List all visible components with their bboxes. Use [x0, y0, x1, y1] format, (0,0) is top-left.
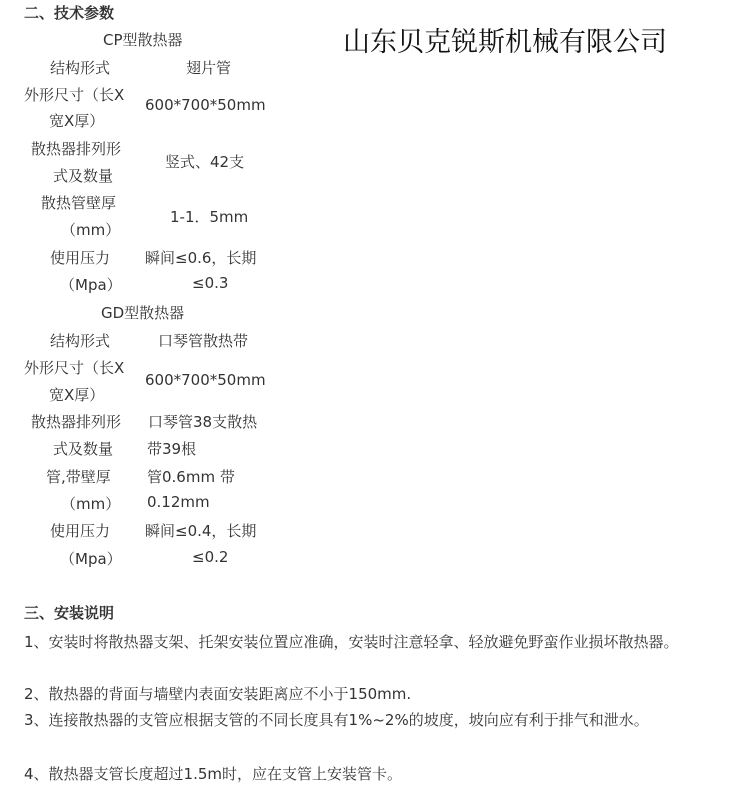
- gd-value-thickness-2: 0.12mm: [147, 493, 210, 511]
- section-3-title: 三、安装说明: [24, 604, 115, 622]
- cp-value-size: 600*700*50mm: [145, 96, 266, 114]
- section-2-title: 二、技术参数: [24, 4, 115, 22]
- gd-value-pressure-1: 瞬间≤0.4，长期: [145, 522, 257, 540]
- cp-label-pressure-1: 使用压力: [50, 249, 111, 267]
- cp-value-arrangement: 竖式、42支: [165, 153, 245, 171]
- cp-value-pressure-1: 瞬间≤0.6，长期: [145, 249, 257, 267]
- cp-label-arrangement-2: 式及数量: [53, 167, 114, 185]
- gd-value-structure: 口琴管散热带: [158, 332, 249, 350]
- gd-label-arrangement-2: 式及数量: [53, 440, 114, 458]
- gd-value-arrangement-2: 带39根: [147, 440, 197, 458]
- cp-label-size-2: 宽X厚）: [49, 112, 105, 130]
- gd-label-thickness-2: （mm）: [61, 495, 121, 513]
- cp-label-arrangement-1: 散热器排列形: [31, 140, 122, 158]
- gd-label-pressure-2: （Mpa）: [60, 550, 122, 568]
- gd-value-arrangement-1: 口琴管38支散热: [148, 413, 258, 431]
- cp-label-thickness-2: （mm）: [61, 221, 121, 239]
- gd-label-thickness-1: 管,带壁厚: [46, 468, 111, 486]
- cp-table-title: CP型散热器: [103, 31, 183, 49]
- gd-label-size-2: 宽X厚）: [49, 386, 105, 404]
- gd-label-pressure-1: 使用压力: [50, 522, 111, 540]
- cp-label-pressure-2: （Mpa）: [60, 276, 122, 294]
- gd-value-size: 600*700*50mm: [145, 371, 266, 389]
- company-watermark: 山东贝克锐斯机械有限公司: [343, 27, 667, 58]
- cp-value-thickness: 1-1．5mm: [170, 208, 249, 226]
- cp-value-structure: 翅片管: [186, 59, 232, 77]
- install-item-1: 1、安装时将散热器支架、托架安装位置应准确，安装时注意轻拿、轻放避免野蛮作业损坏散热器。: [24, 633, 679, 651]
- cp-label-structure: 结构形式: [50, 59, 111, 77]
- install-item-4: 4、散热器支管长度超过1.5m时，应在支管上安装管卡。: [24, 765, 403, 783]
- install-item-2: 2、散热器的背面与墙壁内表面安装距离应不小于150mm.: [24, 685, 412, 703]
- gd-label-size-1: 外形尺寸（长X: [24, 359, 125, 377]
- gd-value-thickness-1: 管0.6mm 带: [147, 468, 235, 486]
- cp-label-size-1: 外形尺寸（长X: [24, 86, 125, 104]
- install-item-3: 3、连接散热器的支管应根据支管的不同长度具有1%~2%的坡度，坡向应有利于排气和泄水。: [24, 711, 649, 729]
- gd-label-arrangement-1: 散热器排列形: [31, 413, 122, 431]
- cp-value-pressure-2: ≤0.3: [192, 274, 229, 292]
- gd-value-pressure-2: ≤0.2: [192, 548, 229, 566]
- gd-label-structure: 结构形式: [50, 332, 111, 350]
- cp-label-thickness-1: 散热管壁厚: [41, 194, 117, 212]
- gd-table-title: GD型散热器: [101, 304, 185, 322]
